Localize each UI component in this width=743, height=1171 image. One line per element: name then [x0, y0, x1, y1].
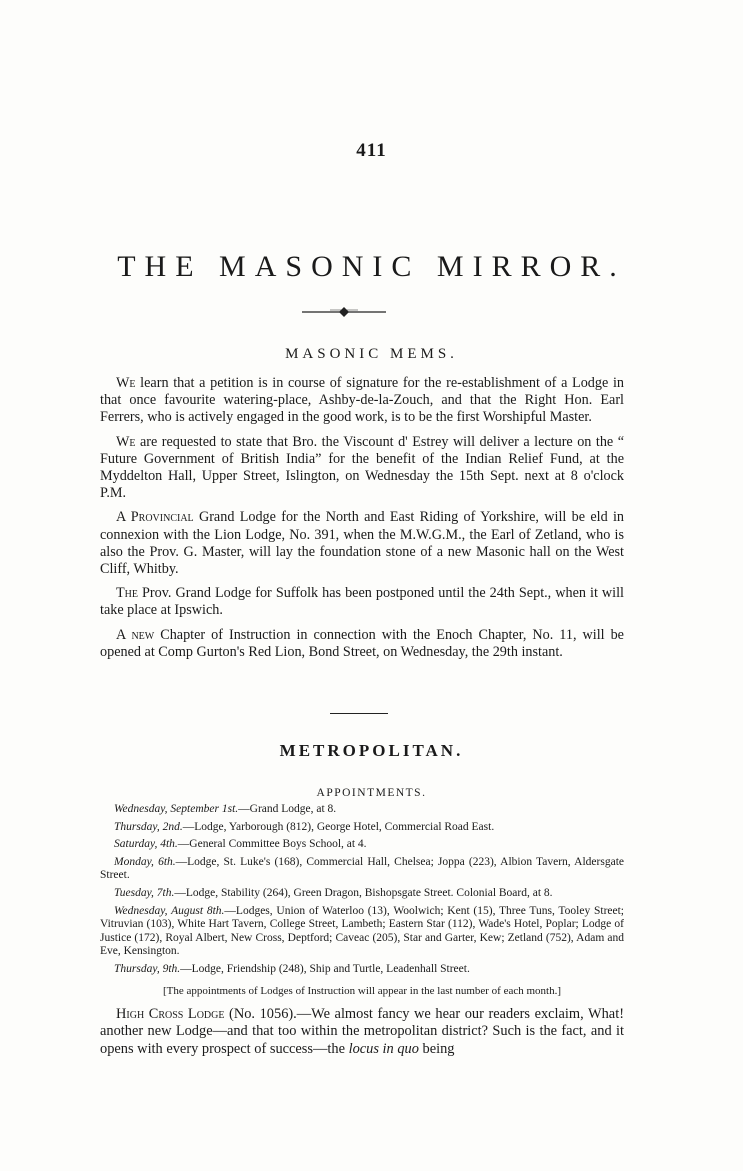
appointment-day: Saturday, 4th.	[114, 838, 178, 851]
section-heading-metropolitan: METROPOLITAN.	[279, 741, 464, 760]
appointment-text: —Lodges, Union of Waterloo (13), Woolwich; Kent (15), Three Tuns, Tooley Street; Vitruvian (103), White Hart Tavern, College Street, Lambeth; Eastern Star (112), Wade's Hotel, Poplar; Lodge of Justice (172), Royal Albert, New Cross, Deptford; Caveac (205), Star and Garter, Kew; Zetland (752), Adam and Eve, Kensington.	[100, 904, 624, 958]
appointment-day: Wednesday, September 1st.	[114, 803, 239, 815]
paragraph-text-end: being	[418, 1040, 455, 1057]
appointment-text: —Lodge, Yarborough (812), George Hotel, Commercial Road East.	[182, 820, 495, 833]
appointment-text: —General Committee Boys School, at 4.	[177, 838, 367, 851]
appointment-day: Thursday, 2nd.	[114, 820, 183, 833]
appointment-text: —Lodge, Friendship (248), Ship and Turtle, Leadenhall Street.	[180, 962, 470, 975]
appointment-entry	[100, 856, 624, 883]
paragraph-lead: The	[116, 585, 138, 602]
page-number: 411	[356, 140, 387, 161]
paragraph-lead: A Provincial	[116, 509, 194, 526]
paragraph-text: are requested to state that Bro. the Viscount d' Estrey will deliver a lecture on the “ Future Government of British India” for the benefit of the Indian Relief Fund, at the Myddelton Hall, Upper Street, Islington, on Wednesday the 15th Sept. next at 8 o'clock P.M.	[100, 433, 624, 502]
appointment-entry	[100, 887, 624, 901]
paragraph-lead: High Cross Lodge	[116, 1006, 225, 1022]
paragraph-lead: We	[116, 433, 136, 450]
paragraph-text: Chapter of Instruction in connection with the Enoch Chapter, No. 11, will be opened at Comp Gurton's Red Lion, Bond Street, on Wednesday, the 29th instant.	[100, 626, 624, 660]
appointment-text: —Lodge, St. Luke's (168), Commercial Hall, Chelsea; Joppa (223), Albion Tavern, Aldersgate Street.	[100, 855, 624, 882]
section-heading-masonic-mems: MASONIC MEMS.	[285, 346, 458, 362]
closing-paragraph	[100, 1006, 624, 1058]
section-divider	[330, 713, 388, 714]
paragraph-text: learn that a petition is in course of signature for the re-establishment of a Lodge in that once favourite watering-place, Ashby-de-la-Zouch, and that the Right Hon. Earl Ferrers, who is actively engaged in the good work, is to be the first Worshipful Master.	[100, 375, 624, 426]
appointments-list	[100, 803, 624, 981]
appointment-day: Wednesday, August 8th.	[114, 904, 225, 917]
appointment-entry	[100, 905, 624, 959]
mem-paragraph	[100, 627, 624, 661]
appointment-entry	[100, 838, 624, 852]
appointment-entry	[100, 803, 624, 817]
mem-paragraph	[100, 585, 624, 619]
mem-paragraph	[100, 434, 624, 503]
paragraph-text: Prov. Grand Lodge for Suffolk has been postponed until the 24th Sept., when it will take place at Ipswich.	[100, 585, 624, 619]
paragraph-lead: A new	[116, 626, 155, 643]
appointment-day: Monday, 6th.	[114, 855, 176, 868]
main-title: THE MASONIC MIRROR.	[117, 250, 626, 283]
appointment-entry	[100, 821, 624, 835]
masonic-mems-body	[100, 375, 624, 668]
appointment-entry	[100, 963, 624, 977]
mem-paragraph	[100, 375, 624, 427]
appointment-text: —Grand Lodge, at 8.	[238, 803, 337, 815]
paragraph-lead: We	[116, 375, 136, 391]
ornament-divider-icon	[302, 307, 386, 317]
appointment-day: Tuesday, 7th.	[114, 886, 175, 899]
paragraph-italic: locus in quo	[348, 1040, 419, 1057]
paragraph-text: (No. 1056).—We almost fancy we hear our readers exclaim, What! another new Lodge—and that too within the metropolitan district? Such is the fact, and it opens with every prospect of success—the	[100, 1006, 624, 1057]
high-cross-lodge-paragraph	[100, 1006, 624, 1058]
appointment-day: Thursday, 9th.	[114, 962, 181, 975]
paragraph-text: Grand Lodge for the North and East Riding of Yorkshire, will be eld in connexion with the Lion Lodge, No. 391, when the M.W.G.M., the Earl of Zetland, who is also the Prov. G. Master, will lay the foundation stone of a new Masonic hall on the West Cliff, Whitby.	[100, 509, 624, 578]
mem-paragraph	[100, 509, 624, 578]
appointments-heading: APPOINTMENTS.	[316, 787, 427, 799]
appointment-text: —Lodge, Stability (264), Green Dragon, Bishopsgate Street. Colonial Board, at 8.	[174, 886, 553, 899]
appointments-note: [The appointments of Lodges of Instruction will appear in the last number of each month.]	[162, 985, 562, 997]
